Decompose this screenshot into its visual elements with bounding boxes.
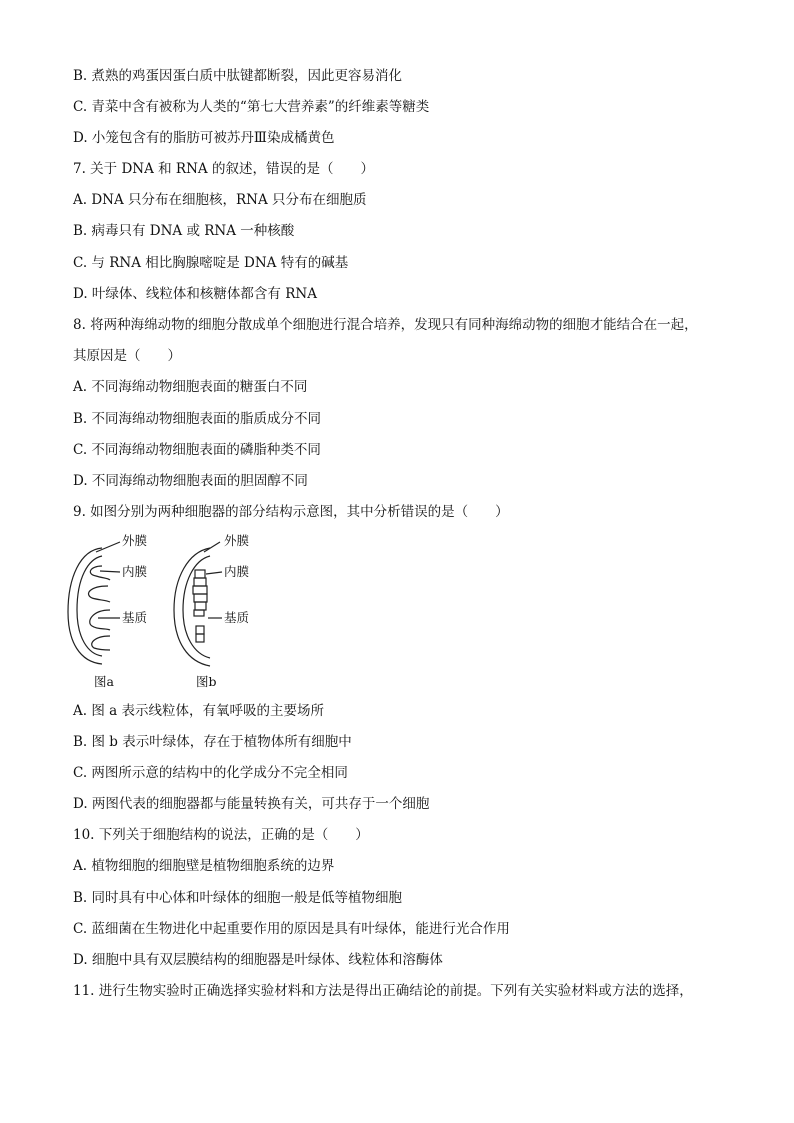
fig-b-caption: 图b	[196, 674, 217, 689]
question-9: 9. 如图分别为两种细胞器的部分结构示意图，其中分析错误的是（ ）	[73, 504, 509, 520]
q7-option-b: B. 病毒只有 DNA 或 RNA 一种核酸	[73, 223, 295, 239]
q8-option-b: B. 不同海绵动物细胞表面的脂质成分不同	[73, 411, 322, 427]
q10-option-d: D. 细胞中具有双层膜结构的细胞器是叶绿体、线粒体和溶酶体	[73, 952, 443, 968]
text-line-2: C. 青菜中含有被称为人类的“第七大营养素”的纤维素等糖类	[73, 99, 430, 115]
question-7: 7. 关于 DNA 和 RNA 的叙述，错误的是（ ）	[73, 161, 374, 177]
fig-b-inner-label: 内膜	[224, 564, 250, 579]
fig-a-inner-label: 内膜	[122, 564, 148, 579]
fig-b-matrix-label: 基质	[224, 610, 250, 625]
question-10: 10. 下列关于细胞结构的说法，正确的是（ ）	[73, 827, 369, 843]
q7-option-d: D. 叶绿体、线粒体和核糖体都含有 RNA	[73, 286, 317, 302]
q8-option-d: D. 不同海绵动物细胞表面的胆固醇不同	[73, 473, 308, 489]
q10-option-a: A. 植物细胞的细胞壁是植物细胞系统的边界	[73, 858, 335, 874]
q9-option-c: C. 两图所示意的结构中的化学成分不完全相同	[73, 765, 348, 781]
q9-option-d: D. 两图代表的细胞器都与能量转换有关，可共存于一个细胞	[73, 796, 430, 812]
q8-option-a: A. 不同海绵动物细胞表面的糖蛋白不同	[73, 379, 308, 395]
q7-option-c: C. 与 RNA 相比胸腺嘧啶是 DNA 特有的碱基	[73, 255, 349, 271]
text-line-1: B. 煮熟的鸡蛋因蛋白质中肽键都断裂，因此更容易消化	[73, 68, 403, 84]
q10-option-c: C. 蓝细菌在生物进化中起重要作用的原因是具有叶绿体，能进行光合作用	[73, 921, 510, 937]
question-8-cont: 其原因是（ ）	[73, 348, 181, 364]
q7-option-a: A. DNA 只分布在细胞核，RNA 只分布在细胞质	[73, 192, 367, 208]
mitochondrion-diagram	[68, 542, 120, 664]
fig-b-outer-label: 外膜	[224, 533, 250, 548]
chloroplast-diagram	[174, 542, 222, 666]
fig-a-outer-label: 外膜	[122, 533, 148, 548]
text-line-3: D. 小笼包含有的脂肪可被苏丹Ⅲ染成橘黄色	[73, 130, 335, 146]
question-8: 8. 将两种海绵动物的细胞分散成单个细胞进行混合培养，发现只有同种海绵动物的细胞才能结合在一起，	[73, 317, 698, 333]
fig-a-matrix-label: 基质	[122, 610, 148, 625]
organelle-figure	[62, 530, 262, 695]
question-11: 11. 进行生物实验时正确选择实验材料和方法是得出正确结论的前提。下列有关实验材料或方法的选择，	[73, 983, 693, 999]
q8-option-c: C. 不同海绵动物细胞表面的磷脂种类不同	[73, 442, 321, 458]
q9-option-b: B. 图 b 表示叶绿体，存在于植物体所有细胞中	[73, 734, 352, 750]
fig-a-caption: 图a	[94, 674, 114, 689]
q10-option-b: B. 同时具有中心体和叶绿体的细胞一般是低等植物细胞	[73, 890, 403, 906]
q9-option-a: A. 图 a 表示线粒体，有氧呼吸的主要场所	[73, 703, 324, 719]
